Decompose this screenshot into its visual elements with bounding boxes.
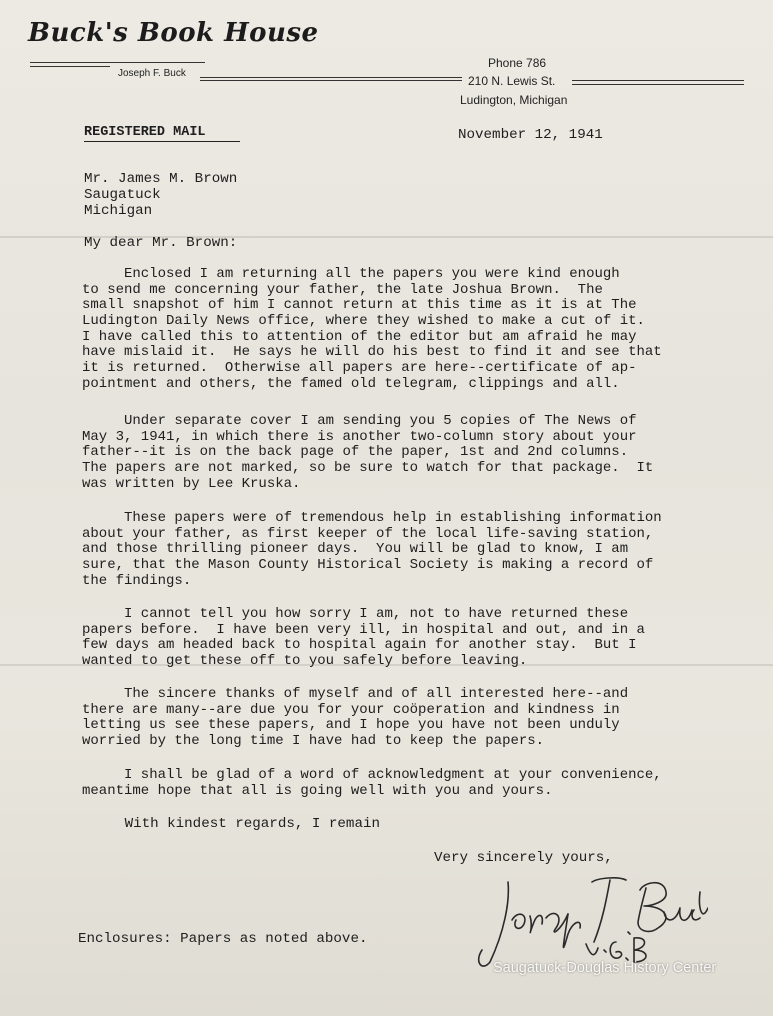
body-paragraph-4: I cannot tell you how sorry I am, not to have returned these papers before. I have been very ill, in hospital and out, and in a few days am headed back to hospital again for another stay. But I wanted to get these off to you safely before leaving.	[82, 606, 645, 670]
letterhead-rule	[572, 80, 744, 81]
salutation: My dear Mr. Brown:	[84, 235, 238, 251]
phone: Phone 786	[488, 56, 547, 70]
body-paragraph-2: Under separate cover I am sending you 5 copies of The News of May 3, 1941, in which there is another two-column story about your father--it is on the back page of the paper, 1st and 2nd columns. The papers are not marked, so be sure to watch for that package. It was written by Lee Kruska.	[82, 413, 654, 492]
letter-date: November 12, 1941	[458, 127, 603, 143]
city-address: Ludington, Michigan	[460, 93, 568, 107]
letterhead-rule	[200, 80, 462, 81]
recipient-line: Mr. James M. Brown	[84, 171, 238, 187]
enclosures-note: Enclosures: Papers as noted above.	[78, 931, 368, 947]
letterhead-rule	[200, 77, 462, 78]
closing-line: With kindest regards, I remain	[82, 816, 380, 832]
recipient-line: Saugatuck	[84, 187, 161, 203]
complimentary-close: Very sincerely yours,	[434, 850, 613, 866]
letterhead-rule	[572, 84, 744, 85]
registered-mail-underline	[84, 141, 240, 142]
registered-mail: REGISTERED MAIL	[84, 125, 206, 140]
body-paragraph-1: Enclosed I am returning all the papers you were kind enough to send me concerning your father, the late Joshua Brown. The small snapshot of him I cannot return at this time as it is at The Ludington Daily News office, where they wished to make a cut of it. I have called this to attention of the editor but am afraid he may have mislaid it. He says he will do his best to find it and see that it is returned. Otherwise all papers are here--certificate of ap- pointment and others, the famed old telegram, clippings and all.	[82, 266, 662, 392]
street-address: 210 N. Lewis St.	[468, 74, 556, 88]
body-paragraph-5: The sincere thanks of myself and of all interested here--and there are many--are due you for your coöperation and kindness in letting us see these papers, and I hope you have not been unduly worried by the long time I have had to keep the papers.	[82, 686, 629, 750]
recipient-line: Michigan	[84, 203, 153, 219]
handwritten-signature	[468, 862, 708, 972]
owner-name: Joseph F. Buck	[118, 68, 186, 79]
body-paragraph-3: These papers were of tremendous help in establishing information about your father, as first keeper of the local life-saving station, and those thrilling pioneer days. You will be glad to know, I am sure, that the Mason County Historical Society is making a record of the findings.	[82, 510, 662, 589]
business-name: Buck's Book House	[28, 18, 319, 48]
letterhead-rule	[30, 66, 110, 67]
watermark: Saugatuck-Douglas History Center	[493, 960, 717, 976]
body-paragraph-6: I shall be glad of a word of acknowledgment at your convenience, meantime hope that all is going well with you and yours.	[82, 767, 662, 799]
letterhead-rule	[30, 62, 205, 63]
